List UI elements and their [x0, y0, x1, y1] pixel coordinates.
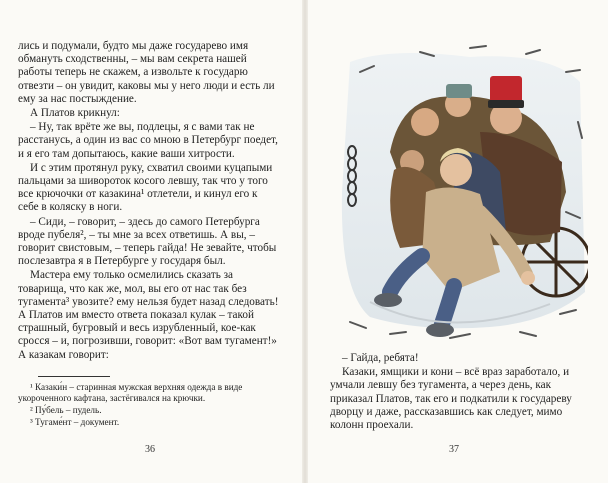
- paragraph: Мастера ему только осмелились сказать за товарища, что как же, мол, вы его от нас так без тугамента³ увозите? ему нельзя будет назад следовать! А Платов им вместо ответа показал кулак – такой страшный, бугровый и весь изрубленный, кое-как сросся – и, погрозивши, говорит: «Вот вам тугамент!» А казакам говорит:: [18, 269, 279, 361]
- paragraph: А Платов крикнул:: [30, 107, 120, 120]
- footnote: ³ Тугаме́нт – документ.: [30, 416, 120, 427]
- footnote-divider: [38, 376, 110, 377]
- book-gutter: [302, 0, 308, 483]
- illustration-caption: [330, 42, 331, 43]
- paragraph: Казаки, ямщики и кони – всё враз заработало, и умчали левшу без тугамента, а через день, как приказал Платов, так его и подкатили к государеву дворцу и даже, рассказавшись как следует, мимо колонн проехали.: [330, 366, 572, 432]
- footnote: ² Пу́бель – пудель.: [30, 404, 102, 415]
- footnote: ¹ Казаки́н – старинная мужская верхняя одежда в виде укороченного кафтана, застёгивался на крючки.: [18, 381, 243, 403]
- paragraph: – Ну, так врёте же вы, подлецы, я с вами так не расстанусь, а один из вас со мною в Петербург поедет, и я его там допытаюсь, какие ваши хитрости.: [18, 121, 278, 160]
- page-number-right: 37: [449, 444, 459, 455]
- illustration: [330, 42, 588, 346]
- left-page: [18, 40, 280, 429]
- paragraph: – Гайда, ребята!: [342, 352, 419, 364]
- right-page-text: [330, 352, 592, 433]
- paragraph: – Сиди, – говорит, – здесь до самого Петербурга вроде пубеля², – ты мне за всех ответишь. А вы, – говорит свистовым, – теперь гайда! Не зевайте, чтобы послезавтра я в Петербурге у государя был.: [18, 215, 277, 268]
- paragraph: лись и подумали, будто мы даже государево имя обмануть сходственны, – мы вам секрета нашей работы теперь не скажем, а извольте к государю отвезти – он увидит, каковы мы у него люди и есть ли ему за нас постыждение.: [18, 40, 275, 105]
- paragraph: И с этим протянул руку, схватил своими куцапыми пальцами за шивороток косого левшу, так что у того все крючочки от казакина¹ отлетели, и кинул его к себе в коляску в ноги.: [18, 161, 273, 214]
- page-number-left: 36: [145, 444, 155, 455]
